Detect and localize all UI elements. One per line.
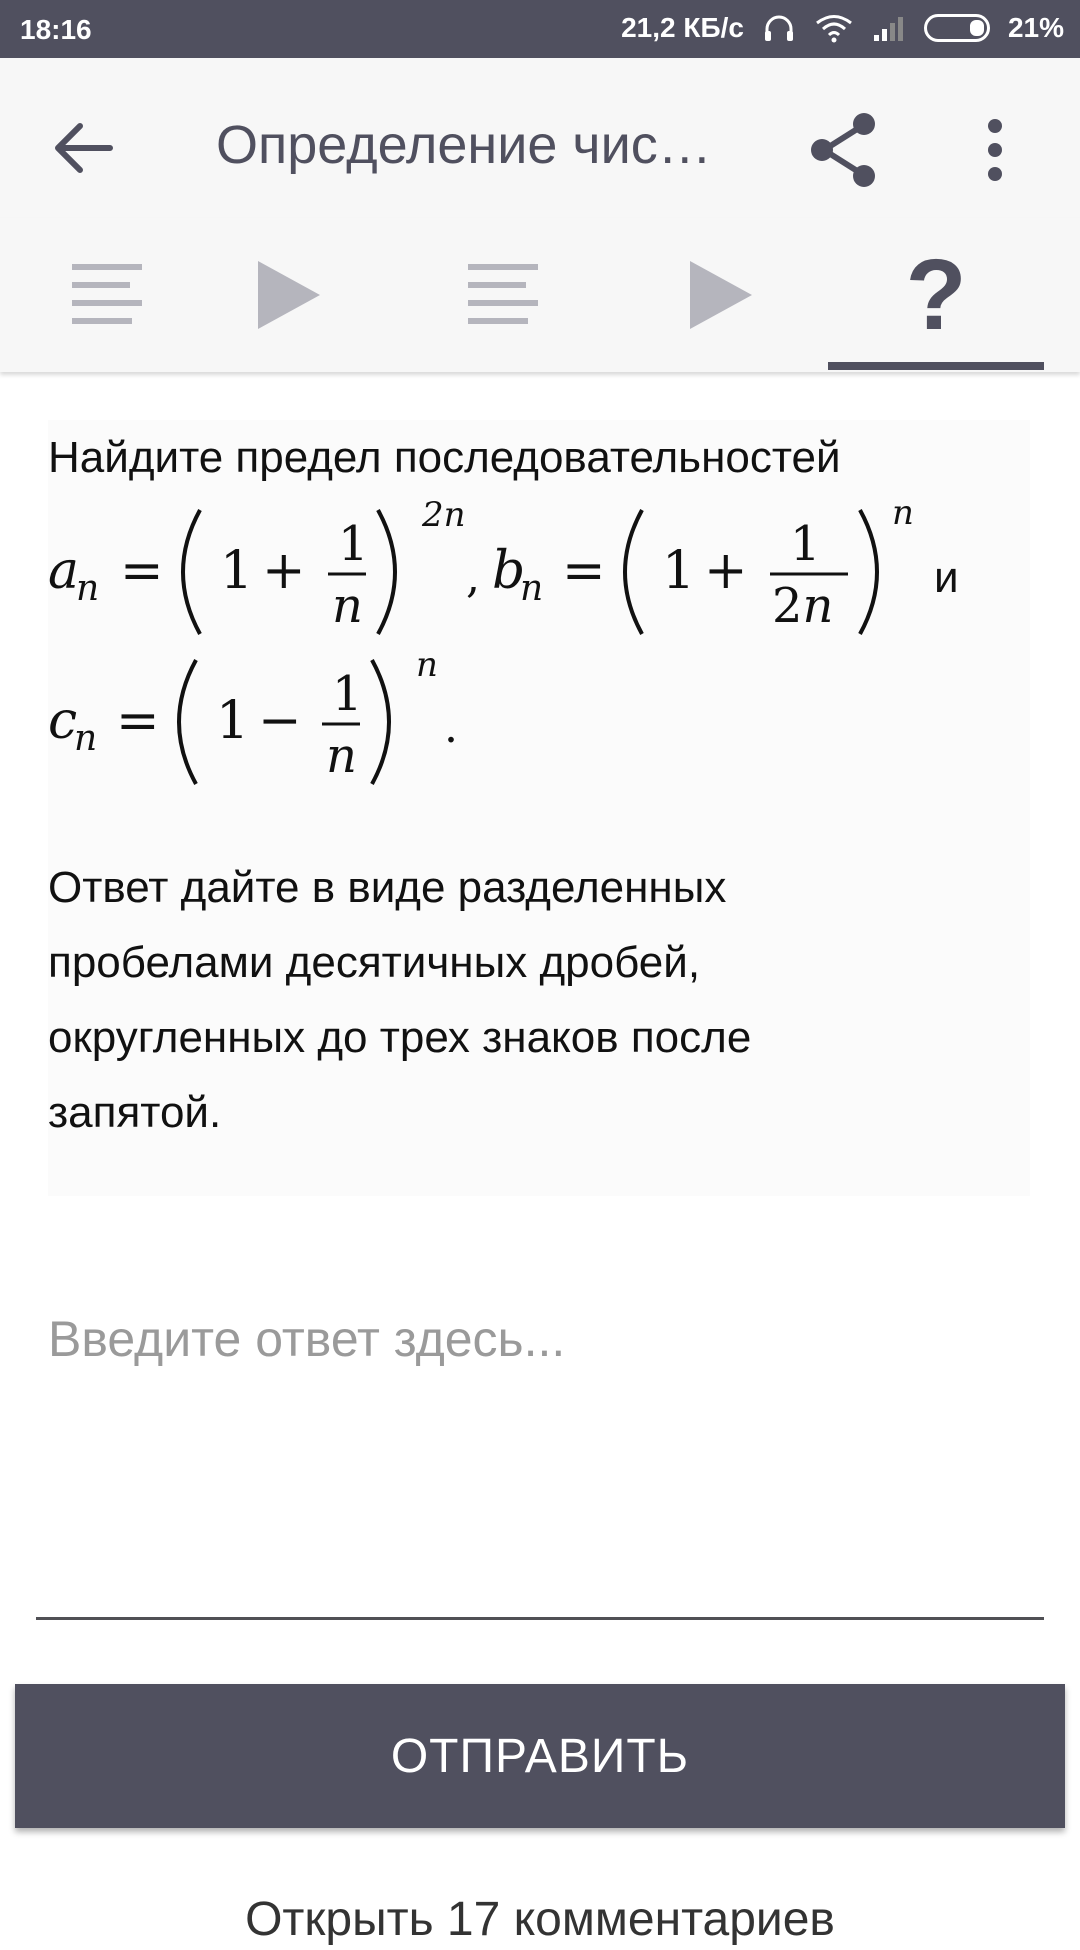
signal-icon [872,13,906,43]
answer-input[interactable] [36,1290,1044,1620]
app-bar [0,58,1080,218]
active-tab-indicator [828,362,1044,370]
status-bar [0,0,1080,58]
svg-text:,: , [466,552,480,603]
tab-question[interactable] [828,218,1044,372]
svg-text:1: 1 [338,516,369,572]
svg-text:+: + [262,541,306,601]
battery-percent: 21% [1007,12,1064,43]
answer-instructions: Ответ дайте в виде разделенных пробелами десятичных дробей, округленных до трех знаков после запятой. [48,863,752,1137]
svg-text:a: a [48,541,80,601]
svg-text:n: n [76,568,100,609]
svg-text:1: 1 [332,666,363,722]
step-tabs [0,218,1080,372]
svg-text:1: 1 [216,691,250,751]
svg-text:n: n [892,493,914,533]
question-block [48,420,1030,1196]
wifi-icon [814,13,854,43]
svg-text:−: − [258,691,302,751]
question-line-1: Найдите предел последовательностей [48,433,841,482]
svg-text:1: 1 [790,516,821,572]
svg-text:2n: 2n [422,495,466,535]
status-right [621,12,1064,44]
svg-text:n: n [416,645,438,685]
svg-text:c: c [48,691,78,751]
tab-text-2[interactable] [396,218,612,372]
svg-text:2n: 2n [772,578,834,634]
comments-link[interactable]: Открыть 17 комментариев [245,1893,835,1946]
svg-text:.: . [444,702,458,753]
battery-icon [924,14,990,42]
arrow-left-icon[interactable] [44,108,124,188]
svg-text:n: n [332,578,363,634]
svg-text:n: n [326,728,357,784]
tab-video-1[interactable] [180,218,396,372]
svg-text:=: = [120,541,164,601]
tab-video-2[interactable] [612,218,828,372]
and-word: и [934,553,959,602]
submit-button[interactable]: ОТПРАВИТЬ [15,1684,1065,1828]
question-mark-icon: ? [905,239,967,351]
svg-text:n: n [520,568,544,609]
status-time: 18:16 [20,14,92,45]
network-speed: 21,2 КБ/с [621,12,744,43]
formula-an-bn [48,492,1028,652]
svg-text:n: n [74,718,98,759]
svg-text:=: = [562,541,606,601]
svg-text:1: 1 [220,541,254,601]
page-title: Определение чис… [216,115,712,175]
svg-text:+: + [704,541,748,601]
play-icon [680,255,760,335]
formula-cn [48,642,568,802]
text-lines-icon [68,260,148,330]
svg-text:1: 1 [662,541,696,601]
share-icon[interactable] [806,110,882,190]
svg-text:b: b [492,541,526,601]
headphones-icon [762,13,796,43]
svg-text:=: = [116,691,160,751]
more-vert-icon[interactable] [970,112,1020,192]
text-lines-icon [464,260,544,330]
play-icon [248,255,328,335]
